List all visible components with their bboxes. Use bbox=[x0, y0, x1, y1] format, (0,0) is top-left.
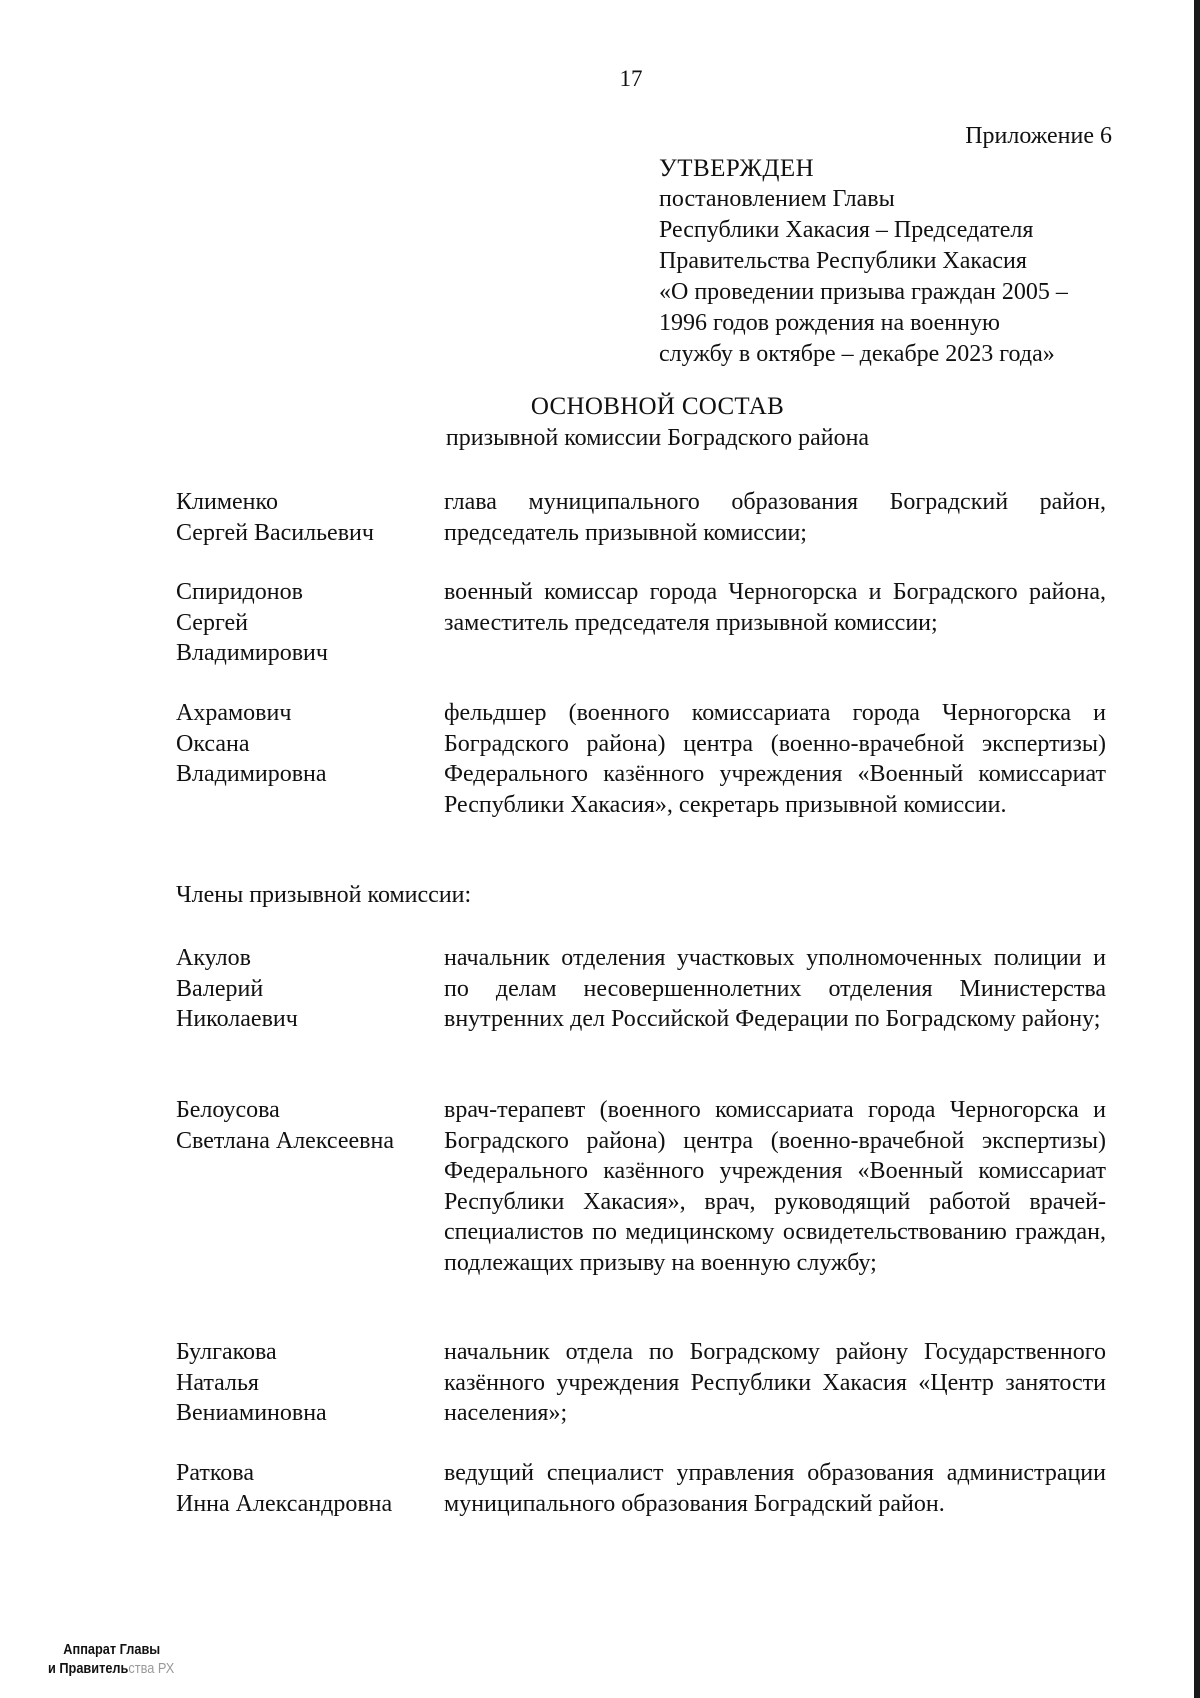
committee-entry bbox=[176, 1458, 1106, 1519]
approval-block bbox=[659, 153, 1119, 370]
approval-line: Республики Хакасия – Председателя bbox=[659, 217, 1034, 243]
approved-word: УТВЕРЖДЕН bbox=[659, 155, 815, 182]
patronymic: Владимирович bbox=[176, 640, 328, 666]
patronymic: Вениаминовна bbox=[176, 1400, 327, 1426]
person-name bbox=[176, 487, 434, 548]
given-name: Валерий bbox=[176, 975, 264, 1002]
committee-entry bbox=[176, 698, 1106, 820]
person-role: начальник отдела по Боградскому району Государственного казённого учреждения Республики Хакасия «Центр занятости населения»; bbox=[444, 1339, 1106, 1426]
surname: Спиридонов bbox=[176, 579, 303, 605]
person-name bbox=[176, 1458, 434, 1519]
stamp-text: и Правитель bbox=[48, 1660, 129, 1677]
committee-entry bbox=[176, 1337, 1106, 1429]
patronymic: Николаевич bbox=[176, 1006, 298, 1032]
approval-line: постановлением Главы bbox=[659, 186, 895, 212]
stamp-text-faded: ства РХ bbox=[128, 1660, 175, 1677]
given-name: Сергей Васильевич bbox=[176, 519, 374, 546]
stamp-line: Аппарат Главы bbox=[63, 1641, 161, 1658]
person-name bbox=[176, 698, 434, 790]
person-name bbox=[176, 1095, 434, 1156]
given-name: Наталья bbox=[176, 1369, 259, 1396]
committee-entry bbox=[176, 487, 1106, 548]
given-name: Оксана bbox=[176, 730, 250, 757]
office-stamp bbox=[48, 1640, 174, 1678]
page-edge bbox=[1194, 0, 1200, 1698]
given-name: Светлана Алексеевна bbox=[176, 1127, 394, 1154]
approval-line: службу в октябре – декабре 2023 года» bbox=[659, 341, 1055, 367]
surname: Акулов bbox=[176, 945, 251, 971]
approval-line: 1996 годов рождения на военную bbox=[659, 310, 1000, 336]
surname: Раткова bbox=[176, 1460, 254, 1486]
document-title: ОСНОВНОЙ СОСТАВ bbox=[530, 393, 785, 420]
page-number: 17 bbox=[619, 66, 643, 91]
committee-entry bbox=[176, 577, 1106, 666]
document-subtitle: призывной комиссии Боградского района bbox=[445, 425, 870, 451]
patronymic: Владимировна bbox=[176, 761, 327, 787]
person-role: военный комиссар города Черногорска и Боградского района, заместитель председателя призывной комиссии; bbox=[444, 579, 1106, 636]
given-name: Инна Александровна bbox=[176, 1490, 393, 1517]
members-heading: Члены призывной комиссии: bbox=[176, 882, 472, 908]
stamp-line bbox=[48, 1659, 174, 1678]
person-role: глава муниципального образования Боградский район, председатель призывной комиссии; bbox=[444, 489, 1106, 546]
person-name bbox=[176, 577, 434, 669]
approval-line: Правительства Республики Хакасия bbox=[659, 248, 1027, 274]
surname: Булгакова bbox=[176, 1339, 277, 1365]
person-role: врач-терапевт (военного комиссариата города Черногорска и Боградского района) центра (военно-врачебной экспертизы) Федерального казённого учреждения «Военный комиссариат Республики Хакасия», врач, руководящий работой врачей-специалистов по медицинскому освидетельствованию граждан, подлежащих призыву на военную службу; bbox=[444, 1097, 1106, 1276]
approval-line: «О проведении призыва граждан 2005 – bbox=[659, 279, 1068, 305]
appendix-label: Приложение 6 bbox=[965, 123, 1112, 149]
surname: Клименко bbox=[176, 489, 278, 515]
surname: Белоусова bbox=[176, 1097, 280, 1123]
surname: Ахрамович bbox=[176, 700, 292, 726]
person-name bbox=[176, 1337, 434, 1429]
committee-entry bbox=[176, 943, 1106, 1035]
given-name: Сергей bbox=[176, 609, 248, 636]
person-name bbox=[176, 943, 434, 1035]
person-role: начальник отделения участковых уполномоченных полиции и по делам несовершеннолетних отделения Министерства внутренних дел Российской Федерации по Боградскому району; bbox=[444, 945, 1106, 1032]
committee-entry bbox=[176, 1095, 1106, 1278]
person-role: ведущий специалист управления образования администрации муниципального образования Боградский район. bbox=[444, 1460, 1106, 1517]
person-role: фельдшер (военного комиссариата города Черногорска и Боградского района) центра (военно-врачебной экспертизы) Федерального казённого учреждения «Военный комиссариат Республики Хакасия», секретарь призывной комиссии. bbox=[444, 700, 1106, 818]
